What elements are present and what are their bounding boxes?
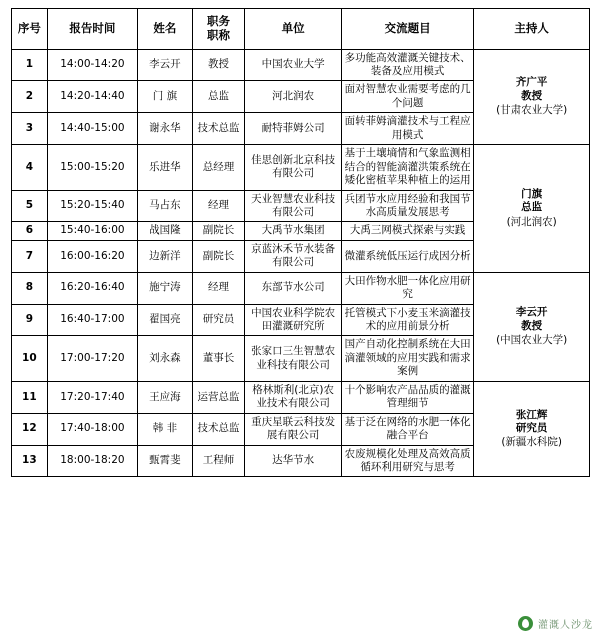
cell-org: 格林斯利(北京)农业技术有限公司 — [245, 381, 342, 413]
table-row — [12, 272, 590, 304]
watermark — [518, 616, 593, 631]
column-header-job-title-line1: 职务 — [207, 14, 230, 28]
cell-no: 8 — [12, 272, 48, 304]
cell-no: 7 — [12, 240, 48, 272]
cell-time: 17:40-18:00 — [47, 413, 137, 445]
column-header-job-title-line2: 职称 — [207, 27, 230, 42]
cell-name: 边新洋 — [138, 240, 193, 272]
host-org: (新疆水科院) — [501, 436, 563, 449]
table-row — [12, 49, 590, 81]
cell-topic: 大田作物水肥一体化应用研究 — [341, 272, 473, 304]
cell-time: 15:40-16:00 — [47, 222, 137, 240]
cell-org: 达华节水 — [245, 445, 342, 477]
cell-name: 门 旗 — [138, 81, 193, 113]
cell-no: 6 — [12, 222, 48, 240]
cell-org: 张家口三生智慧农业科技有限公司 — [245, 336, 342, 381]
cell-name: 王应海 — [138, 381, 193, 413]
cell-topic: 面转菲姆滴灌技术与工程应用模式 — [341, 113, 473, 145]
column-header-org: 单位 — [245, 9, 342, 50]
cell-job-title: 总监 — [192, 81, 245, 113]
cell-job-title: 技术总监 — [192, 113, 245, 145]
host-name: 张江辉 — [515, 408, 548, 421]
host-name: 门旗 — [521, 187, 543, 200]
cell-time: 18:00-18:20 — [47, 445, 137, 477]
cell-name: 韩 非 — [138, 413, 193, 445]
cell-topic: 农废规模化处理及高效高质循环利用研究与思考 — [341, 445, 473, 477]
cell-org: 京蓝沐禾节水装备有限公司 — [245, 240, 342, 272]
cell-org: 河北润农 — [245, 81, 342, 113]
cell-job-title: 技术总监 — [192, 413, 245, 445]
host-org: (中国农业大学) — [496, 334, 568, 347]
cell-no: 5 — [12, 190, 48, 222]
cell-job-title: 工程师 — [192, 445, 245, 477]
cell-time: 14:00-14:20 — [47, 49, 137, 81]
host-org: (甘肃农业大学) — [496, 104, 568, 117]
cell-topic: 基于土壤墒情和气象监测相结合的智能滴灌洪策系统在矮化密植苹果种植上的运用 — [341, 145, 473, 190]
cell-name: 谢永华 — [138, 113, 193, 145]
cell-topic: 大禹三网模式探索与实践 — [341, 222, 473, 240]
cell-host — [474, 145, 590, 273]
cell-time: 16:00-16:20 — [47, 240, 137, 272]
cell-job-title: 董事长 — [192, 336, 245, 381]
cell-name: 乐进华 — [138, 145, 193, 190]
table-row — [12, 381, 590, 413]
cell-time: 14:40-15:00 — [47, 113, 137, 145]
cell-topic: 多功能高效灌溉关键技术、装备及应用模式 — [341, 49, 473, 81]
cell-name: 翟国亮 — [138, 304, 193, 336]
table-header-row — [12, 9, 590, 50]
cell-topic: 面对智慧农业需要考虑的几个问题 — [341, 81, 473, 113]
cell-time: 16:40-17:00 — [47, 304, 137, 336]
cell-name: 战国隆 — [138, 222, 193, 240]
agenda-table — [11, 8, 590, 477]
cell-no: 2 — [12, 81, 48, 113]
host-role: 教授 — [521, 319, 543, 332]
cell-topic: 基于泛在网络的水肥一体化融合平台 — [341, 413, 473, 445]
cell-host — [474, 49, 590, 145]
column-header-topic: 交流题目 — [341, 9, 473, 50]
column-header-name: 姓名 — [138, 9, 193, 50]
cell-host — [474, 381, 590, 477]
cell-no: 13 — [12, 445, 48, 477]
cell-time: 17:00-17:20 — [47, 336, 137, 381]
cell-org: 重庆星联云科技发展有限公司 — [245, 413, 342, 445]
cell-no: 4 — [12, 145, 48, 190]
host-name: 齐广平 — [515, 76, 548, 89]
cell-org: 大禹节水集团 — [245, 222, 342, 240]
host-role: 研究员 — [515, 422, 548, 434]
cell-host — [474, 272, 590, 381]
cell-job-title: 经理 — [192, 272, 245, 304]
cell-topic: 兵团节水应用经验和我国节水高质量发展思考 — [341, 190, 473, 222]
column-header-host: 主持人 — [474, 9, 590, 50]
cell-no: 1 — [12, 49, 48, 81]
table-row — [12, 145, 590, 190]
host-role: 教授 — [521, 89, 543, 102]
host-name: 李云开 — [515, 306, 548, 319]
cell-time: 15:00-15:20 — [47, 145, 137, 190]
cell-org: 东部节水公司 — [245, 272, 342, 304]
cell-name: 施宁涛 — [138, 272, 193, 304]
cell-job-title: 经理 — [192, 190, 245, 222]
cell-no: 3 — [12, 113, 48, 145]
cell-no: 11 — [12, 381, 48, 413]
cell-time: 17:20-17:40 — [47, 381, 137, 413]
column-header-no: 序号 — [12, 9, 48, 50]
cell-name: 刘永森 — [138, 336, 193, 381]
cell-no: 12 — [12, 413, 48, 445]
cell-job-title: 总经理 — [192, 145, 245, 190]
cell-no: 9 — [12, 304, 48, 336]
cell-topic: 十个影响农产品品质的灌溉管理细节 — [341, 381, 473, 413]
column-header-job-title — [192, 9, 245, 50]
agenda-table-body — [12, 49, 590, 477]
cell-topic: 微灌系统低压运行成因分析 — [341, 240, 473, 272]
cell-job-title: 运营总监 — [192, 381, 245, 413]
cell-job-title: 研究员 — [192, 304, 245, 336]
cell-org: 中国农业大学 — [245, 49, 342, 81]
host-role: 总监 — [521, 201, 543, 214]
cell-job-title: 副院长 — [192, 240, 245, 272]
cell-org: 天业智慧农业科技有限公司 — [245, 190, 342, 222]
cell-topic: 托管模式下小麦玉米滴灌技术的应用前景分析 — [341, 304, 473, 336]
watermark-text: 灌溉人沙龙 — [538, 620, 593, 631]
cell-org: 佳思创新北京科技有限公司 — [245, 145, 342, 190]
cell-job-title: 副院长 — [192, 222, 245, 240]
cell-no: 10 — [12, 336, 48, 381]
leaf-badge-icon — [518, 616, 533, 631]
host-org: (河北润农) — [506, 215, 557, 228]
cell-name: 甄霄斐 — [138, 445, 193, 477]
cell-topic: 国产自动化控制系统在大田滴灌领域的应用实践和需求案例 — [341, 336, 473, 381]
cell-job-title: 教授 — [192, 49, 245, 81]
cell-org: 耐特菲姆公司 — [245, 113, 342, 145]
cell-name: 李云开 — [138, 49, 193, 81]
cell-time: 15:20-15:40 — [47, 190, 137, 222]
cell-time: 14:20-14:40 — [47, 81, 137, 113]
cell-time: 16:20-16:40 — [47, 272, 137, 304]
cell-org: 中国农业科学院农田灌溉研究所 — [245, 304, 342, 336]
column-header-time: 报告时间 — [47, 9, 137, 50]
cell-name: 马占东 — [138, 190, 193, 222]
